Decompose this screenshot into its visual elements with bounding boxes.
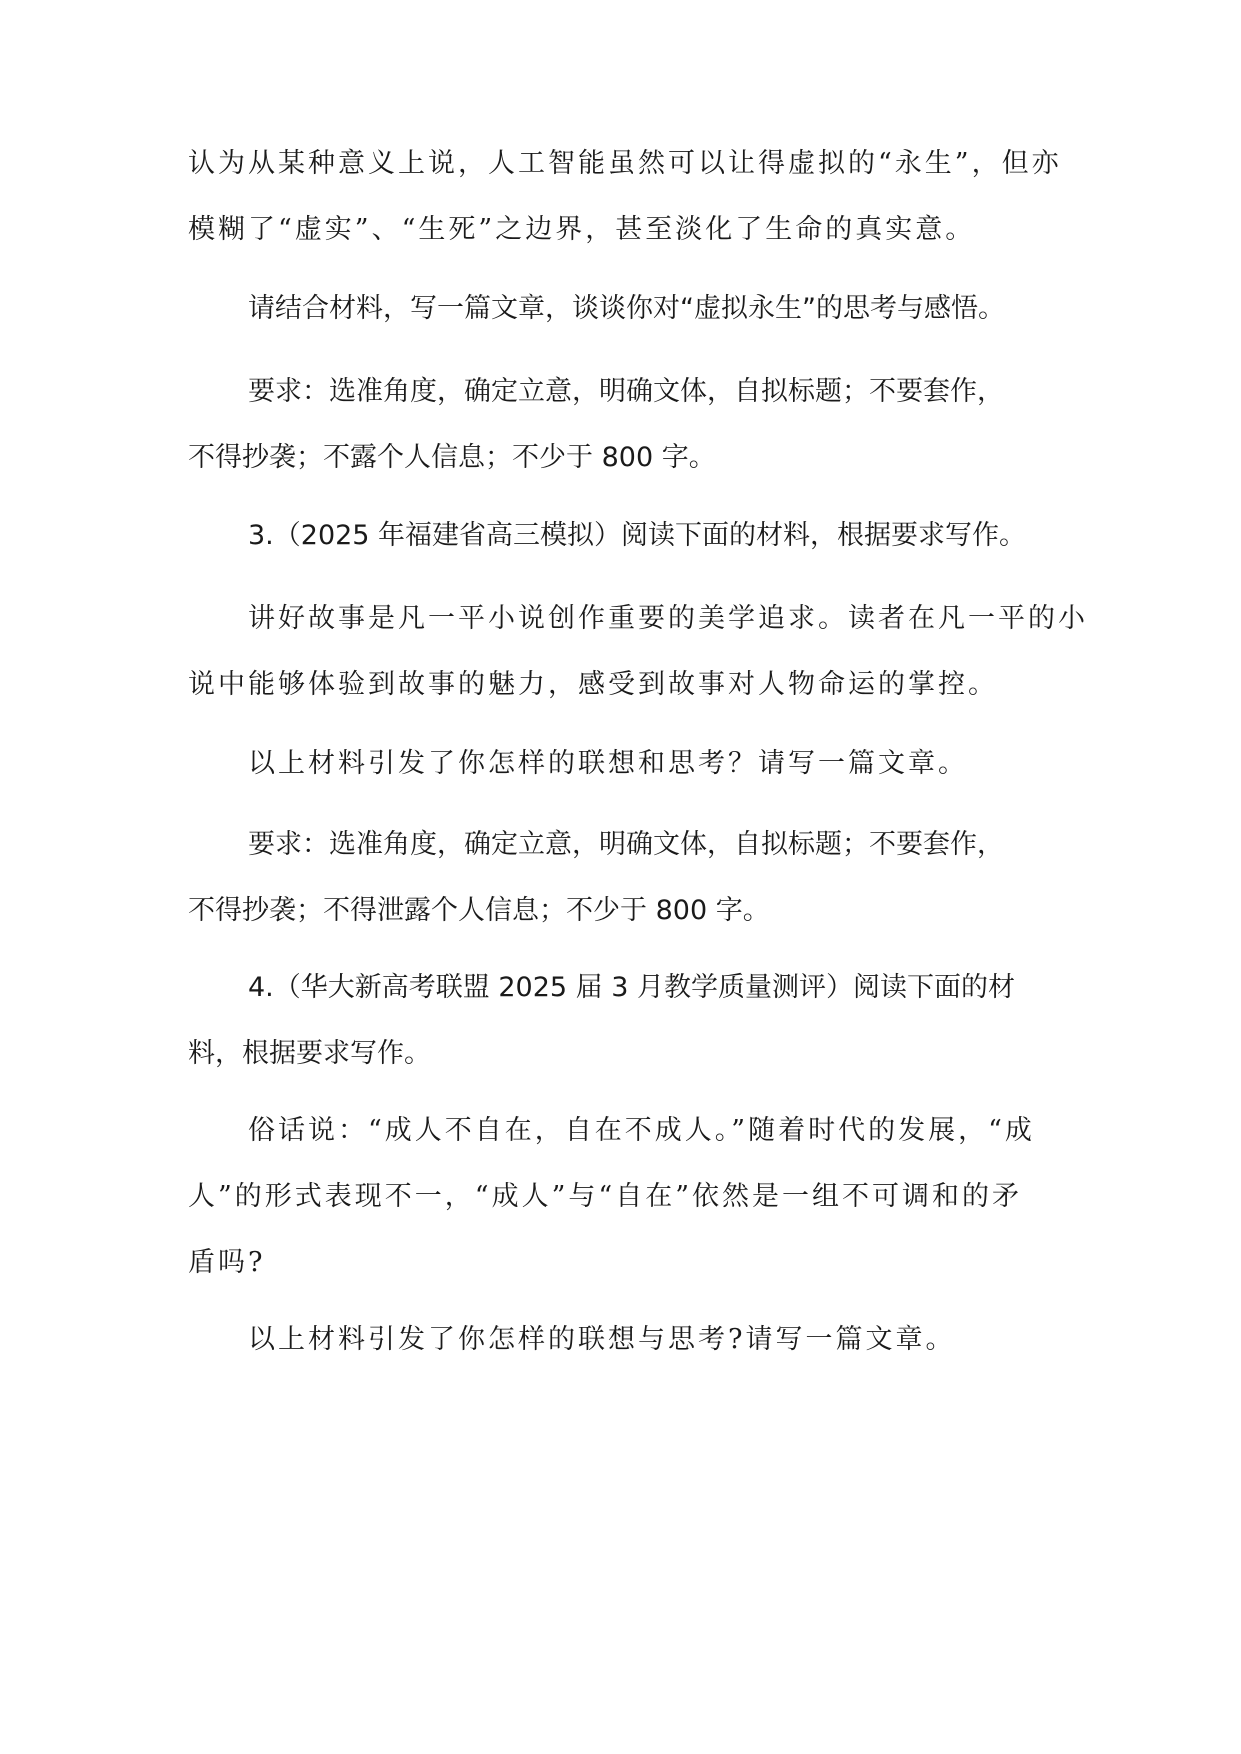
text-line: 要求：选准角度，确定立意，明确文体，自拟标题；不要套作， (248, 829, 1004, 860)
text-line: 料，根据要求写作。 (188, 1038, 431, 1069)
text-line: 俗话说：“成人不自在，自在不成人。”随着时代的发展，“成 (248, 1115, 1035, 1146)
writing-prompt-paragraph (188, 731, 1058, 797)
text-line: 人”的形式表现不一，“成人”与“自在”依然是一组不可调和的矛 (188, 1181, 1023, 1212)
text-line: 以上材料引发了你怎样的联想与思考?请写一篇文章。 (248, 1324, 956, 1355)
requirements-paragraph (188, 812, 1058, 944)
text-line: 说中能够体验到故事的魅力，感受到故事对人物命运的掌控。 (188, 669, 998, 700)
material-conclusion-paragraph (188, 131, 1062, 263)
writing-prompt-paragraph (188, 1307, 1058, 1373)
text-line: 讲好故事是凡一平小说创作重要的美学追求。读者在凡一平的小 (248, 603, 1088, 634)
text-line: 盾吗? (188, 1247, 266, 1278)
writing-prompt-paragraph (188, 276, 1058, 342)
question-3-heading (188, 503, 1058, 569)
text-line: 4.（华大新高考联盟 2025 届 3 月教学质量测评）阅读下面的材 (248, 972, 1015, 1003)
requirements-paragraph (188, 359, 1058, 491)
material-paragraph (188, 586, 1088, 718)
text-line: 请结合材料，写一篇文章，谈谈你对“虚拟永生”的思考与感悟。 (248, 293, 1005, 324)
text-line: 不得抄袭；不露个人信息；不少于 800 字。 (188, 442, 716, 473)
question-4-heading (188, 955, 1058, 1087)
text-line: 3.（2025 年福建省高三模拟）阅读下面的材料，根据要求写作。 (248, 520, 1027, 551)
text-line: 模糊了“虚实”、“生死”之边界，甚至淡化了生命的真实意。 (188, 214, 976, 245)
text-line: 以上材料引发了你怎样的联想和思考？请写一篇文章。 (248, 748, 968, 779)
text-line: 要求：选准角度，确定立意，明确文体，自拟标题；不要套作， (248, 376, 1004, 407)
text-line: 认为从某种意义上说，人工智能虽然可以让得虚拟的“永生”，但亦 (188, 148, 1062, 179)
text-line: 不得抄袭；不得泄露个人信息；不少于 800 字。 (188, 895, 770, 926)
material-paragraph (188, 1098, 1058, 1296)
